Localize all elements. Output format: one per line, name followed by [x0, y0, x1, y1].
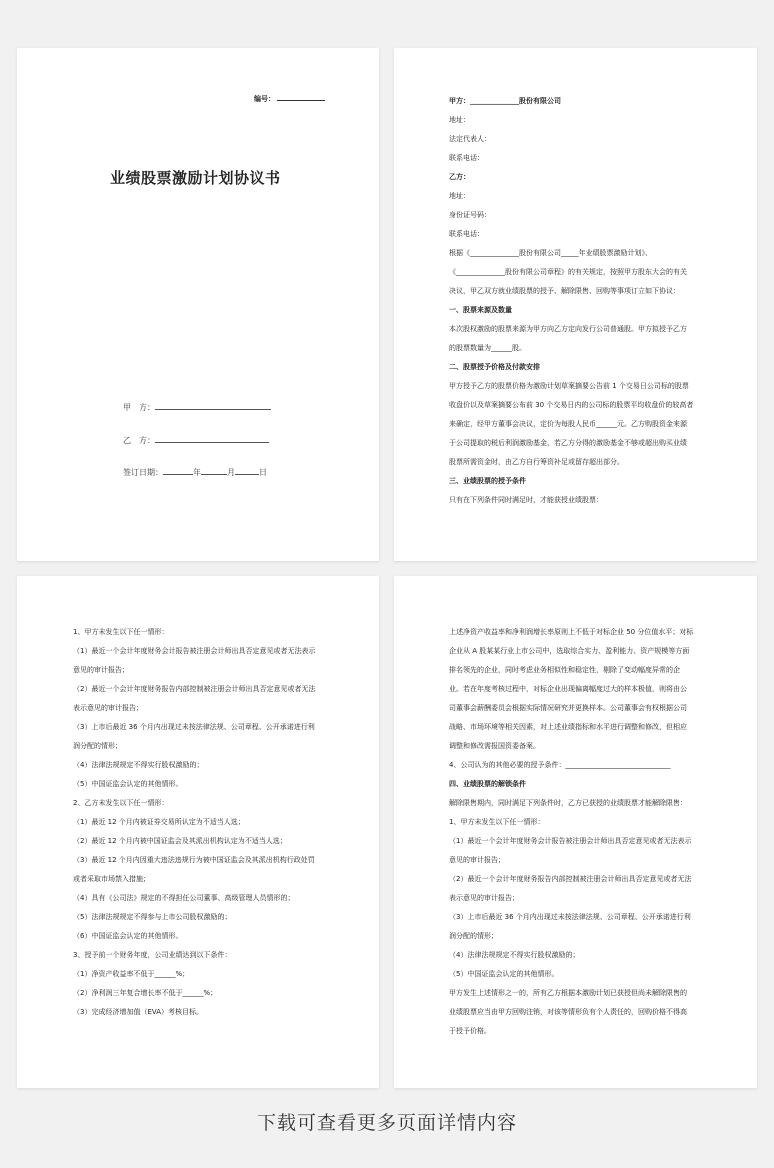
text-line: 1、甲方未发生以下任一情形： — [73, 628, 169, 636]
text-line: 意见的审计报告； — [449, 856, 505, 864]
document-title: 业绩股票激励计划协议书 — [110, 169, 281, 187]
text-line: 3、授予前一个财务年度，公司业绩达到以下条件： — [73, 951, 232, 959]
text-line: 地址： — [449, 192, 470, 200]
section-heading: 甲方：______________股份有限公司 — [449, 97, 561, 105]
document-page-cover — [17, 48, 379, 561]
text-line: （5）中国证监会认定的其他情形。 — [449, 970, 559, 978]
section-heading: 三、业绩股票的授予条件 — [449, 477, 526, 485]
text-line: 战略、市场环境等相关因素，对上述业绩指标和水平进行调整和修改，但相应 — [449, 723, 687, 731]
download-prompt: 下载可查看更多页面详情内容 — [256, 1112, 517, 1134]
party-b-blank — [155, 433, 269, 443]
text-line: 业绩股票应当由甲方回购注销，对该等情形负有个人责任的，回购价格不得高 — [449, 1008, 687, 1016]
text-line: 1、甲方未发生以下任一情形： — [449, 818, 545, 826]
text-line: （1）最近一个会计年度财务会计报告被注册会计师出具否定意见或者无法表示 — [73, 647, 316, 655]
text-line: （4）法律法规规定不得实行股权激励的； — [73, 761, 204, 769]
text-line: 股票所需资金时，由乙方自行筹资补足或留存超出部分。 — [449, 458, 624, 466]
text-line: （3）上市后最近 36 个月内出现过未按法律法规、公司章程、公开承诺进行利 — [449, 913, 691, 921]
text-line: 调整和修改需报国资委备案。 — [449, 742, 540, 750]
text-line: 身份证号码： — [449, 211, 491, 219]
section-heading: 四、业绩股票的解锁条件 — [449, 780, 526, 788]
text-line: （3）上市后最近 36 个月内出现过未按法律法规、公司章程、公开承诺进行利 — [73, 723, 315, 731]
text-line: 上述净资产收益率和净利润增长率原则上不低于对标企业 50 分位值水平；对标 — [449, 628, 694, 636]
text-line: 意见的审计报告； — [73, 666, 129, 674]
text-line: 于授予价格。 — [449, 1027, 491, 1035]
text-line: （4）具有《公司法》规定的不得担任公司董事、高级管理人员情形的； — [73, 894, 295, 902]
serial-blank — [277, 92, 325, 101]
text-line: 根据《______________股份有限公司_____年业绩股票激励计划》、 — [449, 249, 652, 257]
text-line: 2、乙方未发生以下任一情形： — [73, 799, 169, 807]
text-line: 的股票数量为______股。 — [449, 344, 526, 352]
text-line: （3）最近 12 个月内因重大违法违规行为被中国证监会及其派出机构行政处罚 — [73, 856, 315, 864]
text-line: 收盘价以及草案摘要公布前 30 个交易日内的公司标的股票平均收盘价的较高者 — [449, 401, 694, 409]
text-line: （1）最近 12 个月内被证券交易所认定为不适当人选； — [73, 818, 245, 826]
text-line: 地址： — [449, 116, 470, 124]
text-line: 润分配的情形； — [449, 932, 498, 940]
text-line: 业。若在年度考核过程中，对标企业出现偏离幅度过大的样本极值，则将由公 — [449, 685, 687, 693]
text-line: 决议，甲乙双方就业绩股票的授予、解除限售、回购等事项订立如下协议： — [449, 287, 680, 295]
month-blank — [201, 465, 227, 475]
text-line: 表示意见的审计报告； — [449, 894, 519, 902]
year-label: 年 — [193, 468, 201, 477]
document-page-3 — [17, 576, 379, 1088]
text-line: （6）中国证监会认定的其他情形。 — [73, 932, 183, 940]
text-line: （2）最近一个会计年度财务报告内部控制被注册会计师出具否定意见或者无法 — [449, 875, 692, 883]
text-line: 甲方发生上述情形之一的，所有乙方根据本激励计划已获授但尚未解除限售的 — [449, 989, 687, 997]
document-page-4 — [394, 576, 757, 1088]
text-line: 联系电话： — [449, 230, 484, 238]
text-line: 司董事会薪酬委员会根据实际情况研究并更换样本。公司董事会有权根据公司 — [449, 704, 687, 712]
serial-number — [254, 92, 325, 104]
text-line: 甲方授予乙方的股票价格为激励计划草案摘要公告前 1 个交易日公司标的股票 — [449, 382, 689, 390]
text-line: 联系电话： — [449, 154, 484, 162]
document-page-2 — [394, 48, 757, 561]
text-line: （1）最近一个会计年度财务会计报告被注册会计师出具否定意见或者无法表示 — [449, 837, 692, 845]
text-line: （2）最近一个会计年度财务报告内部控制被注册会计师出具否定意见或者无法 — [73, 685, 316, 693]
text-line: 排名领先的企业，同时考虑业务相似性和稳定性，剔除了变动幅度异常的企 — [449, 666, 680, 674]
text-line: （1）净资产收益率不低于______%； — [73, 970, 190, 978]
party-a-label: 甲 方： — [123, 403, 155, 412]
text-line: （5）法律法规规定不得参与上市公司股权激励的； — [73, 913, 232, 921]
text-line: 法定代表人： — [449, 135, 491, 143]
page-4-body — [449, 623, 693, 1041]
text-line: （3）完成经济增加值（EVA）考核目标。 — [73, 1008, 204, 1016]
year-blank — [163, 465, 193, 475]
party-a-signature — [123, 400, 271, 413]
serial-label: 编号： — [254, 95, 275, 103]
text-line: （4）法律法规规定不得实行股权激励的； — [449, 951, 580, 959]
text-line: 解除限售期内，同时满足下列条件时，乙方已获授的业绩股票才能解除限售： — [449, 799, 687, 807]
text-line: （2）最近 12 个月内被中国证监会及其派出机构认定为不适当人选； — [73, 837, 287, 845]
section-heading: 二、股票授予价格及付款安排 — [449, 363, 540, 371]
sign-date-label: 签订日期： — [123, 468, 163, 477]
day-blank — [235, 465, 259, 475]
text-line: 4、公司认为的其他必要的授予条件：______________________________ — [449, 761, 671, 769]
text-line: 企业从 A 股某某行业上市公司中，选取综合实力、盈利能力、资产规模等方面 — [449, 647, 690, 655]
page-3-body — [73, 623, 315, 1022]
section-heading: 一、股票来源及数量 — [449, 306, 512, 314]
text-line: 或者采取市场禁入措施； — [73, 875, 150, 883]
text-line: 本次股权激励的股票来源为甲方向乙方定向发行公司普通股。甲方拟授予乙方 — [449, 325, 687, 333]
day-label: 日 — [259, 468, 267, 477]
text-line: 只有在下列条件同时满足时，才能获授业绩股票： — [449, 496, 603, 504]
text-line: 《______________股份有限公司章程》的有关规定，按照甲方股东大会的有关 — [449, 268, 687, 276]
text-line: （2）净利润三年复合增长率不低于______%； — [73, 989, 218, 997]
text-line: 于公司提取的税后利润激励基金，若乙方分得的激励基金不够或超出购买业绩 — [449, 439, 687, 447]
party-a-blank — [155, 400, 271, 410]
text-line: （5）中国证监会认定的其他情形。 — [73, 780, 183, 788]
page-2-body — [449, 92, 693, 510]
party-b-signature — [123, 433, 269, 446]
party-b-label: 乙 方： — [123, 436, 155, 445]
month-label: 月 — [227, 468, 235, 477]
section-heading: 乙方： — [449, 173, 470, 181]
text-line: 来确定，经甲方董事会决议，定价为每股人民币______元。乙方购股资金来源 — [449, 420, 687, 428]
text-line: 润分配的情形； — [73, 742, 122, 750]
text-line: 表示意见的审计报告； — [73, 704, 143, 712]
sign-date — [123, 465, 267, 478]
